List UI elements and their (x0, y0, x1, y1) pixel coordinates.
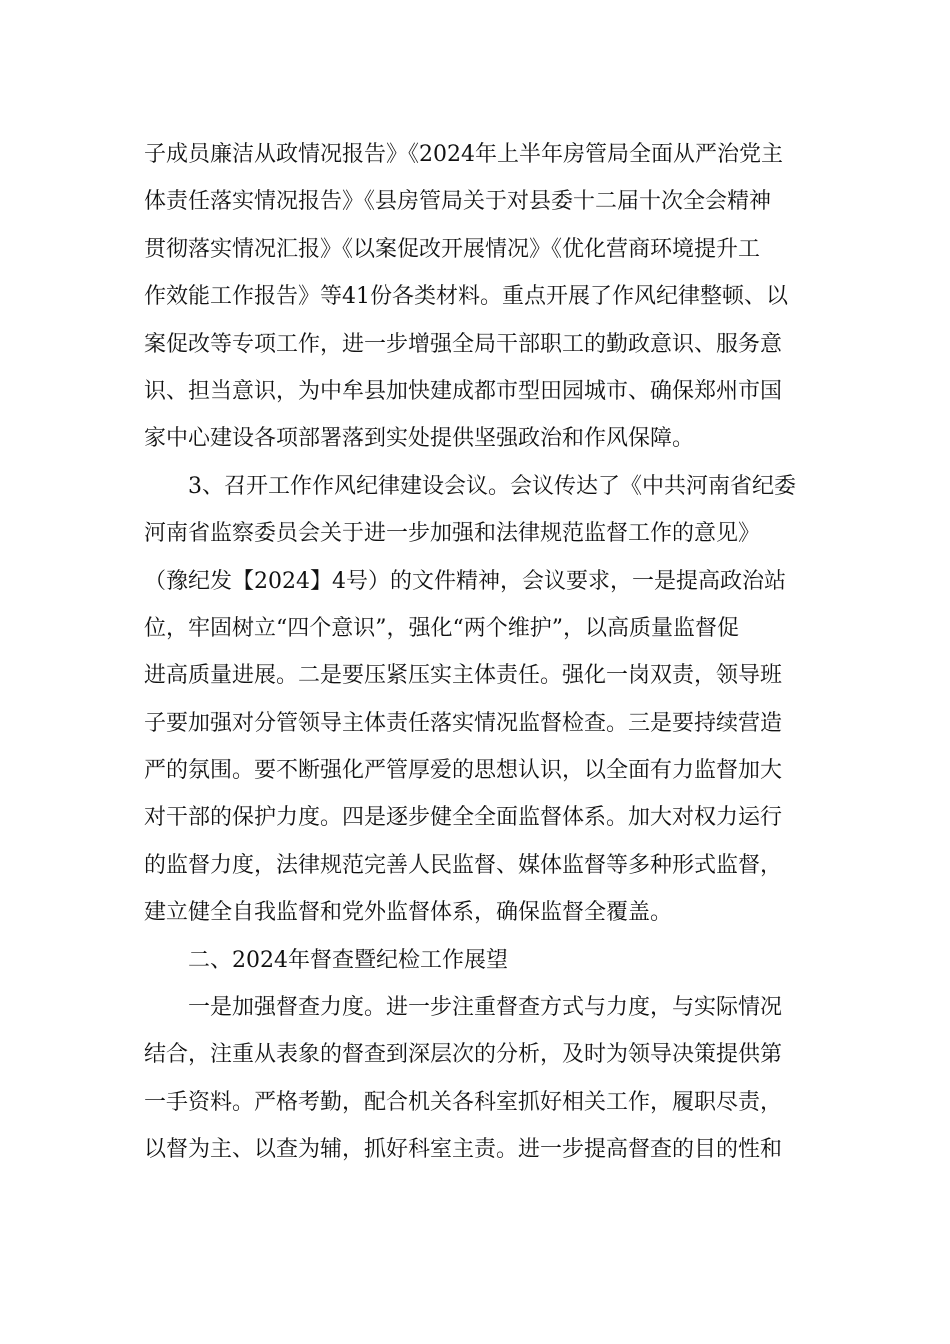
text-line: 结合，注重从表象的督查到深层次的分析，及时为领导决策提供第 (144, 1042, 783, 1068)
text-line: 以督为主、以查为辅，抓好科室主责。进一步提高督查的目的性和 (144, 1137, 783, 1163)
text-line: 贯彻落实情况汇报》《以案促改开展情况》《优化营商环境提升工 (144, 236, 761, 262)
text-line: （豫纪发【2024】4号）的文件精神，会议要求，一是提高政治站 (144, 568, 786, 594)
text-line: 作效能工作报告》等41份各类材料。重点开展了作风纪律整顿、以 (144, 284, 788, 310)
text-line: 河南省监察委员会关于进一步加强和法律规范监督工作的意见》 (144, 521, 761, 547)
paragraph-start-line: 一是加强督查力度。进一步注重督查方式与力度，与实际情况 (188, 995, 783, 1021)
section-heading: 二、2024年督查暨纪检工作展望 (188, 947, 508, 973)
paragraph-start-line: 3、召开工作作风纪律建设会议。会议传达了《中共河南省纪委 (188, 473, 796, 499)
text-line: 识、担当意识，为中牟县加快建成都市型田园城市、确保郑州市国 (144, 378, 783, 404)
text-line: 家中心建设各项部署落到实处提供坚强政治和作风保障。 (144, 426, 695, 452)
text-line: 案促改等专项工作，进一步增强全局干部职工的勤政意识、服务意 (144, 331, 783, 357)
text-line: 严的氛围。要不断强化严管厚爱的思想认识，以全面有力监督加大 (144, 758, 783, 784)
text-line: 体责任落实情况报告》《县房管局关于对县委十二届十次全会精神 (144, 189, 772, 215)
text-line: 对干部的保护力度。四是逐步健全全面监督体系。加大对权力运行 (144, 805, 783, 831)
text-line: 子成员廉洁从政情况报告》《2024年上半年房管局全面从严治党主 (144, 142, 783, 167)
body-text (144, 131, 814, 1174)
text-line: 位，牢固树立“四个意识”，强化“两个维护”，以高质量监督促 (144, 615, 739, 641)
text-line: 一手资料。严格考勤，配合机关各科室抓好相关工作，履职尽责， (144, 1089, 783, 1115)
text-line: 的监督力度，法律规范完善人民监督、媒体监督等多种形式监督， (144, 852, 783, 878)
text-line: 建立健全自我监督和党外监督体系，确保监督全覆盖。 (144, 900, 673, 926)
text-line: 子要加强对分管领导主体责任落实情况监督检查。三是要持续营造 (144, 710, 783, 736)
text-line: 进高质量进展。二是要压紧压实主体责任。强化一岗双责，领导班 (144, 663, 783, 689)
